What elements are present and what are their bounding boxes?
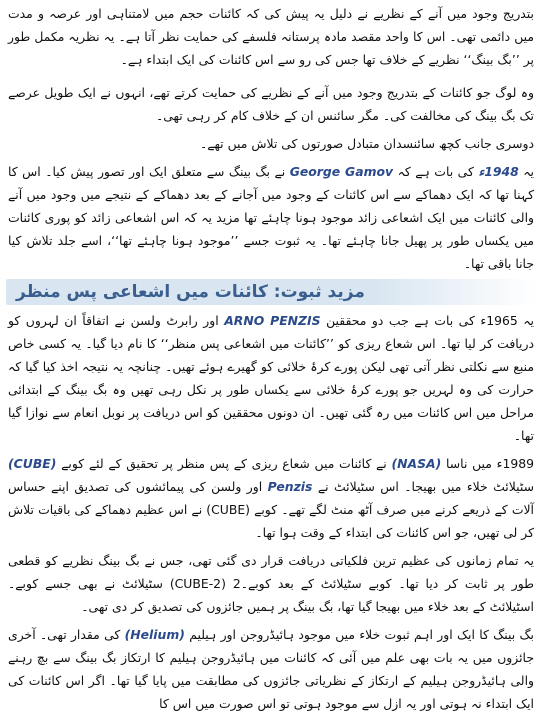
paragraph-helium [6, 623, 536, 715]
section-heading-band [6, 279, 536, 305]
text-run: اور رابرٹ ولسن نے اتفاقاً ان لہروں کو دریافت کر لیا تھا۔ اس شعاع ریزی کو ’’کائنات میں اشعاعی پس منظر‘‘ کا نام دیا گیا۔ یہ کسی خاص منبع سے نکلتی نظر آتی تھی لیکن پورے کرۂ خلائی کو گھیرے ہوئے تھیں۔ چنانچہ یہ نتیجہ اخذ کیا گیا کہ حرارت کی وہ لہریں جو پورے کرۂ خلائی سے یکساں طور پر نکل رہی تھیں وہ بگ بینگ کے ابتدائی مراحل میں اس کائنات میں رہ گئی تھیں۔ ان دونوں محققین کو اس دریافت پر نوبل انعام سے نوازا گیا تھا۔ [8, 313, 534, 443]
text-run: نے بگ بینگ سے متعلق ایک اور تصور پیش کیا۔ اس کا کہنا تھا کہ ایک دھماکے سے اس کائنات کے وجود میں آجانے کے بعد دھماکے کے نتیجے میں وجود میں آنے والی کائنات میں ایک اشعاعی زائد موجود ہونا چاہئے تھا مزید یہ کہ اس اشعاعی زائد کو پوری کائنات میں یکساں طور پر پھیل جانا چاہئے تھا۔ یہ ثبوت جسے ’’موجود ہونا چاہئے تھا‘‘، اسے جلد تلاش کیا جانا باقی تھا۔ [8, 164, 534, 271]
paragraph-greatest-discovery: یہ تمام زمانوں کی عظیم ترین فلکیاتی دریافت قرار دی گئی تھی، جس نے بگ بینگ نظریے کو قطعی طور پر ثابت کر دیا تھا۔ کوبے سٹیلائٹ کے بعد کوبے۔2 (CUBE-2) سٹیلائٹ نے بھی جسے کوبے۔ اسٹیلائٹ کے بعد خلاء میں بھیجا گیا تھا، بگ بینگ پر ہمیں جائزوں کی تصدیق کر دی تھی۔ [8, 553, 534, 614]
text-run: سٹیلائٹ خلاء میں بھیجا۔ اس سٹیلائٹ نے [312, 479, 534, 494]
paragraph-nasa-cube [6, 452, 536, 544]
term-helium: (Helium) [124, 627, 185, 642]
paragraph-gap [6, 71, 536, 81]
term-cube: (CUBE) [8, 456, 57, 471]
name-arno-penzis: ARNO PENZIS [224, 313, 321, 328]
text-run: کی بات ہے کہ [393, 164, 479, 179]
text-run: کی مقدار تھی۔ آخری جائزوں میں یہ بات بھی علم میں آئی کہ کائنات میں ہائیڈروجن ہیلیم کا ارتکاز بگ بینگ سے بچ رہنے والی ہائیڈروجن ہیلیم کے ارتکاز کے نظریاتی جائزوں کی مطابقت میں پایا گیا تھا۔ اگر اس کائنات کی ایک ابتداء نہ ہوتی اور یہ ازل سے موجود ہوتی تو اس صورت میں اس کا [8, 627, 534, 711]
text-run: یہ [518, 164, 534, 179]
text-run: نے کائنات میں شعاع ریزی کے پس منظر پر تحقیق کے لئے کوبے [56, 456, 392, 471]
paragraph-alternatives: دوسری جانب کچھ سائنسدان متبادل صورتوں کی تلاش میں تھے۔ [199, 136, 534, 151]
paragraph-gamov [6, 160, 536, 275]
section-heading: مزید ثبوت: کائنات میں اشعاعی پس منظر [16, 282, 365, 302]
text-run: یہ 1965ء کی بات ہے جب دو محققین [320, 313, 535, 328]
text-run: 1989ء میں ناسا [441, 456, 534, 471]
paragraph-penzias-wilson [6, 309, 536, 447]
text-run: اور ولسن کی پیمائشوں کی تصدیق اپنے حساس آلات کے ذریعے کرنے میں صرف آٹھ منٹ لگے تھے۔ کوبے (CUBE) نے اس عظیم دھماکے کی باقیات تلاش کر لی تھیں، جو اس کائنات کی ابتداء کے وقت ہوا تھا۔ [8, 479, 534, 540]
paragraph-steady-state: بتدریج وجود میں آنے کے نظریے نے دلیل یہ پیش کی کہ کائنات حجم میں لامتناہی اور عرصہ و مدت میں دائمی تھی۔ اس کا واحد مقصد مادہ پرستانہ فلسفے کی حمایت نظر آتا ہے۔ یہ نظریہ مکمل طور پر ’’بگ بینگ‘‘ نظریے کے خلاف تھا جس کی رو سے اس کائنات کی ایک ابتداء ہے۔ [8, 6, 534, 67]
year-1948: 1948ء [478, 164, 519, 179]
name-penzis: Penzis [267, 479, 313, 494]
name-george-gamov: George Gamov [289, 164, 394, 179]
paragraph-opposition: وہ لوگ جو کائنات کے بتدریج وجود میں آنے کے نظریے کی حمایت کرتے تھے، انہوں نے ایک طویل عرصے تک بگ بینگ کی مخالفت کی۔ مگر سائنس ان کے خلاف کام کر رہی تھی۔ [8, 85, 534, 123]
term-nasa: (NASA) [391, 456, 442, 471]
text-run: بگ بینگ کا ایک اور اہم ثبوت خلاء میں موجود ہائیڈروجن اور ہیلیم [184, 627, 534, 642]
